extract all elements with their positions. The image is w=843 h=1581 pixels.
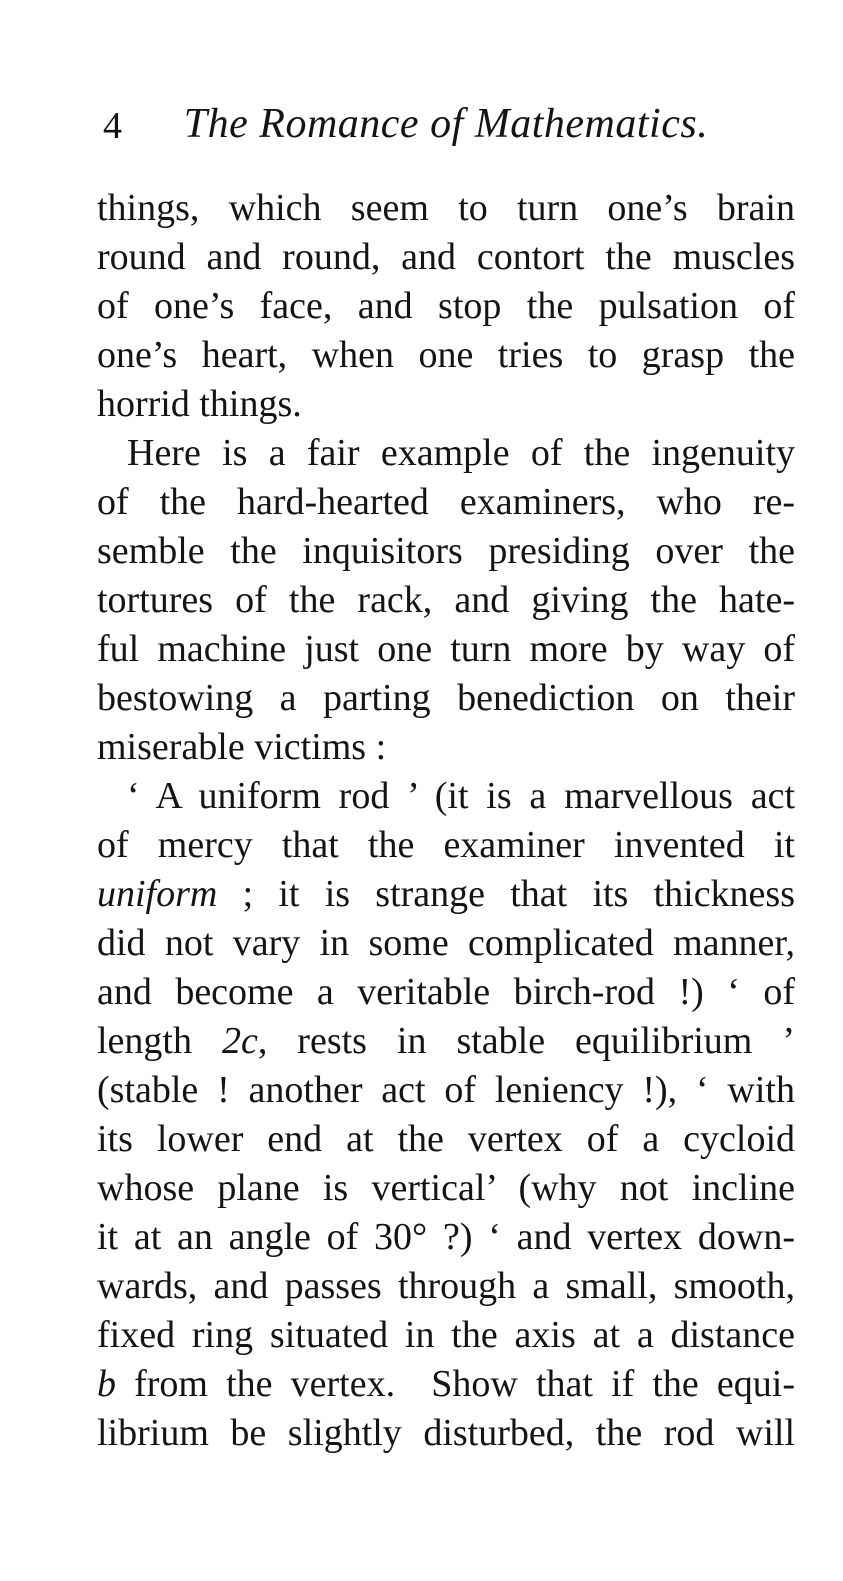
text-segment: and become a veritable birch-rod !) ‘ of: [97, 971, 795, 1013]
text-segment: fixed ring situated in the axis at a distance: [97, 1314, 795, 1356]
page-header: [97, 100, 795, 152]
italic-text-segment: uniform: [97, 873, 218, 915]
text-line: [97, 821, 795, 870]
text-line: [97, 870, 795, 919]
text-segment: horrid things.: [97, 383, 302, 425]
text-segment: its lower end at the vertex of a cycloid: [97, 1118, 795, 1160]
text-segment: length: [97, 1020, 222, 1062]
text-line: [97, 674, 795, 723]
text-segment: ful machine just one turn more by way of: [97, 628, 795, 670]
text-line: [97, 968, 795, 1017]
text-line: [97, 1017, 795, 1066]
text-line: [97, 1409, 795, 1458]
text-line: [97, 331, 795, 380]
text-line: [97, 723, 795, 772]
page-number: 4: [103, 105, 122, 147]
text-segment: wards, and passes through a small, smooth,: [97, 1265, 795, 1307]
text-segment: (stable ! another act of leniency !), ‘ with: [97, 1069, 795, 1111]
text-segment: whose plane is vertical’ (why not incline: [97, 1167, 795, 1209]
text-segment: miserable victims :: [97, 726, 387, 768]
italic-text-segment: 2c: [221, 1020, 258, 1062]
text-line: [97, 1360, 795, 1409]
text-line: [97, 233, 795, 282]
text-segment: , rests in stable equilibrium ’: [257, 1020, 795, 1062]
text-line: [97, 478, 795, 527]
text-line: [97, 184, 795, 233]
text-line: [97, 1311, 795, 1360]
text-line: [97, 527, 795, 576]
text-line: [97, 625, 795, 674]
text-segment: semble the inquisitors presiding over the: [97, 530, 795, 572]
text-segment: tortures of the rack, and giving the hate-: [97, 579, 795, 621]
text-segment: of the hard-hearted examiners, who re-: [97, 481, 795, 523]
text-segment: of one’s face, and stop the pulsation of: [97, 285, 795, 327]
italic-text-segment: b: [97, 1363, 116, 1405]
text-segment: librium be slightly disturbed, the rod will: [97, 1412, 795, 1454]
text-segment: Here is a fair example of the ingenuity: [127, 432, 795, 474]
text-line: [97, 380, 795, 429]
text-line: [97, 429, 795, 478]
text-line: [97, 576, 795, 625]
running-title: The Romance of Mathematics.: [183, 101, 709, 147]
text-line: [97, 1066, 795, 1115]
page-body: [97, 184, 795, 1458]
text-segment: it at an angle of 30° ?) ‘ and vertex down-: [97, 1216, 795, 1258]
text-line: [97, 1262, 795, 1311]
text-segment: one’s heart, when one tries to grasp the: [97, 334, 795, 376]
text-segment: did not vary in some complicated manner,: [97, 922, 795, 964]
text-line: [97, 772, 795, 821]
text-line: [97, 282, 795, 331]
text-segment: bestowing a parting benediction on their: [97, 677, 795, 719]
text-line: [97, 1213, 795, 1262]
text-segment: things, which seem to turn one’s brain: [97, 187, 795, 229]
text-line: [97, 1164, 795, 1213]
text-line: [97, 1115, 795, 1164]
text-line: [97, 919, 795, 968]
text-segment: of mercy that the examiner invented it: [97, 824, 795, 866]
text-segment: ‘ A uniform rod ’ (it is a marvellous act: [127, 775, 795, 817]
text-segment: from the vertex. Show that if the equi-: [116, 1363, 795, 1405]
text-segment: ; it is strange that its thickness: [217, 873, 795, 915]
text-segment: round and round, and contort the muscles: [97, 236, 795, 278]
